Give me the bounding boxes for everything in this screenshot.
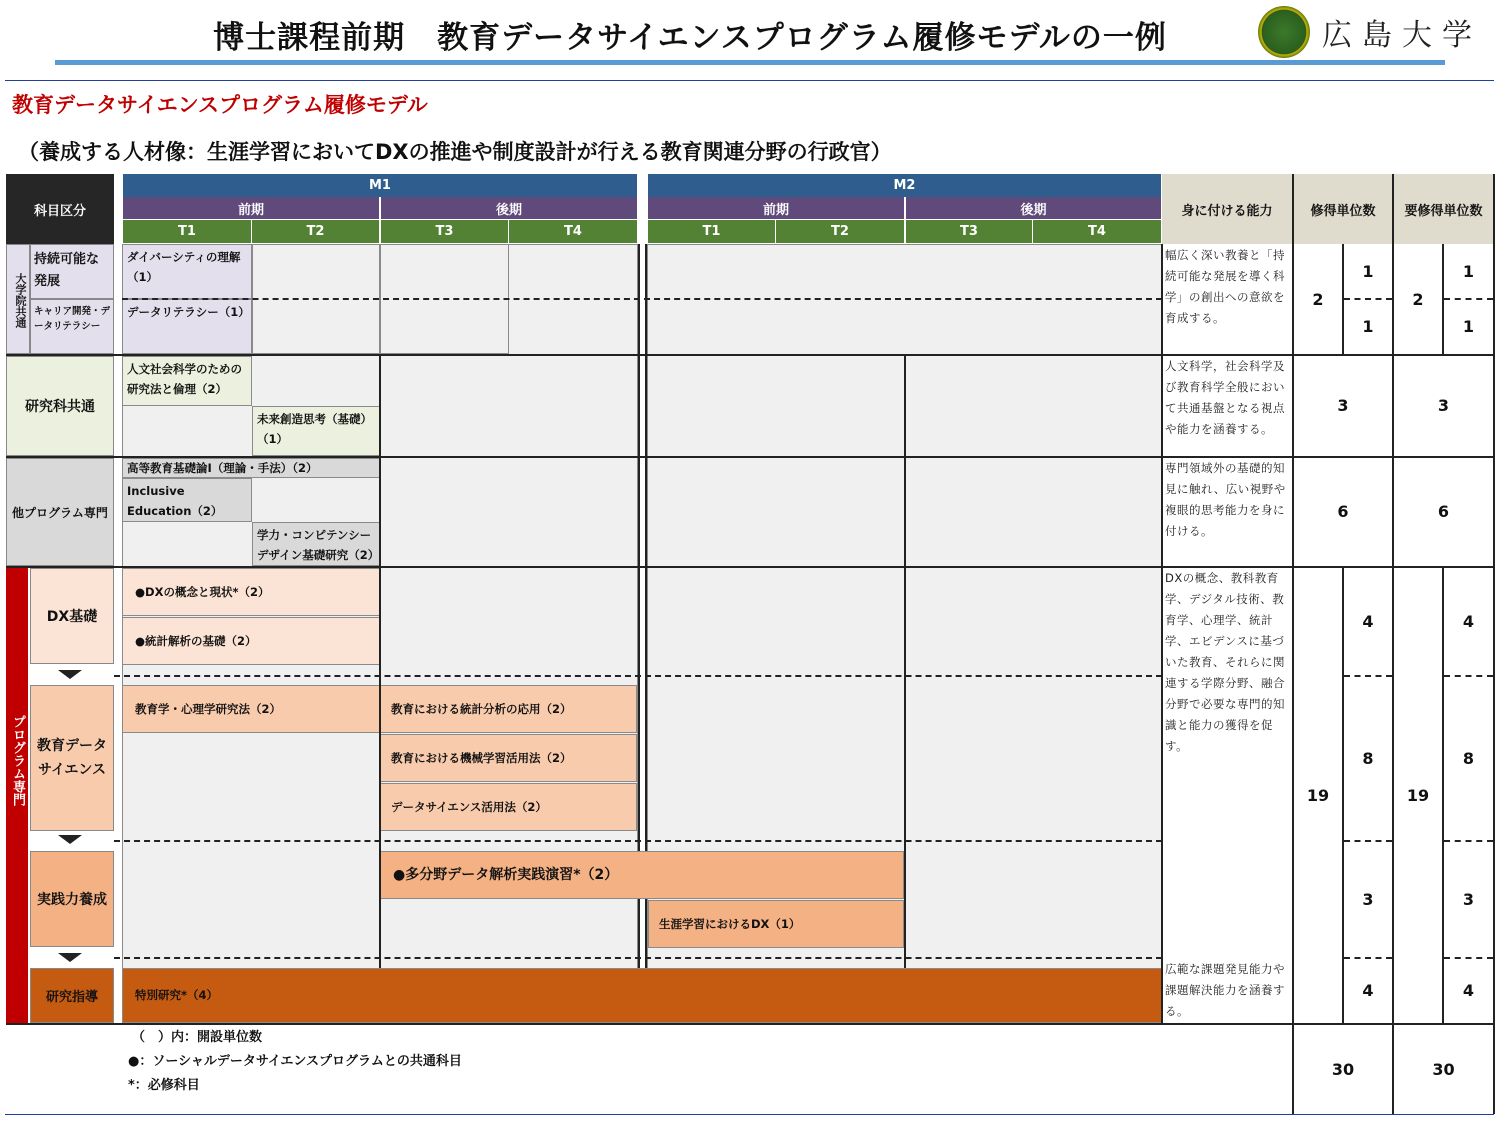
other-program-label: 他プログラム専門 bbox=[6, 458, 114, 566]
course-competency-design[interactable]: 学力・コンピテンシーデザイン基礎研究（2） bbox=[252, 522, 380, 566]
practice-divider bbox=[114, 957, 1162, 959]
m1-t4-header: T4 bbox=[509, 220, 637, 243]
note-required-courses: *：必修科目 bbox=[128, 1078, 200, 1093]
program-earned-total: 19 bbox=[1306, 785, 1330, 805]
program-required-dx: 4 bbox=[1462, 611, 1475, 631]
category-header-label: 科目区分 bbox=[33, 203, 86, 219]
grad-common-label: 研究科共通 bbox=[6, 356, 114, 456]
course-data-science-application[interactable]: データサイエンス活用法（2） bbox=[380, 783, 637, 831]
sustainable-dev-label: 持続可能な発展 bbox=[30, 244, 114, 299]
credit-dash bbox=[1344, 840, 1392, 842]
title-divider bbox=[55, 60, 1445, 65]
m2-second-half-header: 後期 bbox=[906, 197, 1161, 219]
course-machine-learning[interactable]: 教育における機械学習活用法（2） bbox=[380, 734, 637, 782]
eds-divider bbox=[114, 840, 1162, 842]
m2-t4-header: T4 bbox=[1033, 220, 1161, 243]
course-special-research[interactable]: 特別研究*（4） bbox=[122, 968, 1162, 1023]
m2-first-half-header: 前期 bbox=[648, 197, 904, 219]
grid-vline-m1-upper bbox=[379, 355, 381, 566]
other-program-ability: 専門領域外の基礎的知見に触れ、広い視野や複眼的思考能力を身に付ける。 bbox=[1165, 461, 1286, 538]
m2-t3-header: T3 bbox=[906, 220, 1032, 243]
program-earned-research: 4 bbox=[1362, 981, 1374, 1000]
credit-dash bbox=[1344, 675, 1392, 677]
grid-vline-m2 bbox=[904, 355, 906, 968]
program-earned-dx: 4 bbox=[1362, 611, 1374, 631]
col-line bbox=[1493, 174, 1495, 1114]
dx-basics-label: DX基礎 bbox=[30, 568, 114, 664]
total-earned: 30 bbox=[1331, 1059, 1355, 1079]
abilities-header: 身に付ける能力 bbox=[1162, 174, 1292, 244]
m2-t1-header: T1 bbox=[648, 220, 775, 243]
credit-dash bbox=[1444, 675, 1493, 677]
course-higher-education[interactable]: 高等教育基礎論Ⅰ（理論・手法）（2） bbox=[122, 458, 380, 478]
m1-t1-header: T1 bbox=[123, 220, 251, 243]
univ-earned-total: 2 bbox=[1312, 289, 1324, 309]
career-data-literacy-label: キャリア開発・データリテラシー bbox=[30, 299, 114, 354]
university-name: 広島大学 bbox=[1322, 18, 1482, 53]
univ-common-group-label: 大学院共通 bbox=[6, 244, 30, 354]
required-credits-header: 要修得単位数 bbox=[1394, 174, 1493, 244]
persona-text: （養成する人材像：生涯学習においてDXの推進や制度設計が行える教育関連分野の行政官） bbox=[18, 140, 892, 164]
other-earned: 6 bbox=[1337, 501, 1349, 521]
univ-required-a: 1 bbox=[1462, 262, 1475, 281]
row-sep-bottom bbox=[6, 1023, 1494, 1025]
course-inclusive-education[interactable]: Inclusive Education（2） bbox=[122, 478, 252, 522]
grad-common-ability: 人文科学，社会科学及び教育科学全般において共通基盤となる視点や能力を涵養する。 bbox=[1165, 359, 1285, 436]
course-statistics-basics[interactable]: ●統計解析の基礎（2） bbox=[122, 617, 380, 665]
course-research-methods-ethics[interactable]: 人文社会科学のための研究法と倫理（2） bbox=[122, 356, 252, 406]
univ-required-b: 1 bbox=[1462, 317, 1475, 336]
grad-earned: 3 bbox=[1337, 395, 1349, 415]
m2-header: M2 bbox=[648, 174, 1161, 197]
year-gap bbox=[637, 174, 648, 244]
m1-header: M1 bbox=[123, 174, 637, 197]
col-line bbox=[1342, 567, 1344, 1023]
eds-label: 教育データサイエンス bbox=[30, 685, 114, 831]
note-shared-courses: ●：ソーシャルデータサイエンスプログラムとの共通科目 bbox=[128, 1054, 462, 1069]
program-ability-2: 広範な課題発見能力や課題解決能力を涵養する。 bbox=[1165, 962, 1285, 1018]
course-lifelong-learning-dx[interactable]: 生涯学習におけるDX（1） bbox=[648, 900, 904, 948]
col-line bbox=[1292, 174, 1294, 1114]
grid-vline-m1 bbox=[379, 568, 381, 968]
m1-t3-header: T3 bbox=[381, 220, 508, 243]
m1-t2-header: T2 bbox=[252, 220, 379, 243]
m2-t2-header: T2 bbox=[776, 220, 904, 243]
credit-dash bbox=[1444, 957, 1493, 959]
page-title: 博士課程前期 教育データサイエンスプログラム履修モデルの一例 bbox=[213, 20, 1167, 56]
course-data-literacy[interactable]: データリテラシー（1） bbox=[122, 299, 252, 354]
col-line bbox=[1342, 244, 1344, 354]
program-earned-eds: 8 bbox=[1362, 748, 1374, 768]
col-line bbox=[1442, 567, 1444, 1023]
earned-credits-header: 修得単位数 bbox=[1294, 174, 1392, 244]
course-diversity[interactable]: ダイバーシティの理解（1） bbox=[122, 244, 252, 299]
col-line bbox=[1392, 174, 1394, 1114]
univ-required-total: 2 bbox=[1412, 289, 1424, 309]
hiroshima-university-logo-icon bbox=[1258, 6, 1310, 58]
course-multi-field-data-analysis[interactable]: ●多分野データ解析実践演習*（2） bbox=[380, 851, 904, 899]
credit-dash bbox=[1444, 840, 1493, 842]
univ-earned-dash bbox=[1344, 298, 1392, 300]
arrow-down-icon bbox=[58, 670, 82, 679]
credit-dash bbox=[1344, 957, 1392, 959]
col-line bbox=[1161, 244, 1163, 1024]
program-group-label: プログラム専門 bbox=[10, 715, 25, 806]
course-statistical-analysis[interactable]: 教育における統計分析の応用（2） bbox=[380, 685, 637, 733]
total-required: 30 bbox=[1432, 1059, 1455, 1079]
model-heading: 教育データサイエンスプログラム履修モデル bbox=[12, 93, 428, 117]
category-header bbox=[6, 174, 114, 244]
univ-common-ability: 幅広く深い教養と「持続可能な発展を導く科学」の創出への意欲を育成する。 bbox=[1165, 248, 1285, 325]
program-required-total: 19 bbox=[1406, 785, 1430, 805]
research-guidance-label: 研究指導 bbox=[30, 968, 114, 1023]
dx-divider bbox=[114, 675, 1162, 677]
univ-earned-a: 1 bbox=[1362, 262, 1374, 281]
program-ability-1: DXの概念、教科教育学、デジタル技術、教育学、心理学、統計学、エビデンスに基づいた教育、それらに関連する学際分野、融合分野で必要な専門的知識と能力の獲得を促す。 bbox=[1165, 571, 1285, 753]
course-education-psychology-methods[interactable]: 教育学・心理学研究法（2） bbox=[122, 685, 380, 733]
univ-required-dash bbox=[1444, 298, 1493, 300]
course-future-creative-thinking[interactable]: 未来創造思考（基礎）（1） bbox=[252, 406, 380, 456]
m1-first-half-header: 前期 bbox=[123, 197, 379, 219]
arrow-down-icon bbox=[58, 953, 82, 962]
program-required-eds: 8 bbox=[1462, 748, 1475, 768]
course-dx-concept[interactable]: ●DXの概念と現状*（2） bbox=[122, 568, 380, 616]
grad-required: 3 bbox=[1437, 395, 1450, 415]
univ-row-divider bbox=[122, 298, 1162, 300]
program-earned-practice: 3 bbox=[1362, 889, 1374, 909]
program-required-research: 4 bbox=[1462, 981, 1475, 1000]
col-line bbox=[1442, 244, 1444, 354]
program-required-practice: 3 bbox=[1462, 889, 1475, 909]
note-credits: （ ）内：開設単位数 bbox=[132, 1030, 263, 1045]
practice-label: 実践力養成 bbox=[30, 851, 114, 947]
m1-second-half-header: 後期 bbox=[381, 197, 637, 219]
univ-earned-b: 1 bbox=[1362, 317, 1374, 336]
arrow-down-icon bbox=[58, 835, 82, 844]
other-required: 6 bbox=[1437, 501, 1450, 521]
